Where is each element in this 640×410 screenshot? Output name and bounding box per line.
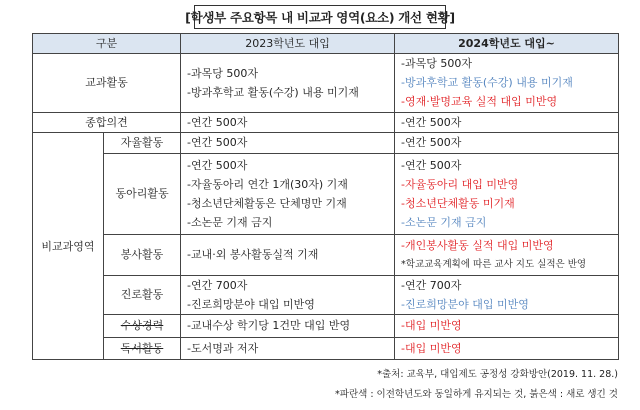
list-item: -청소년단체활동 미기재	[401, 196, 515, 210]
color-legend-footnote: *파란색 : 이전학년도와 동일하게 유지되는 것, 붉은색 : 새로 생긴 것	[335, 389, 618, 400]
cell-2024-bongsa	[395, 234, 619, 275]
row-label-gyogwa: 교과활동	[33, 54, 181, 113]
list-item: *학교교육계획에 따른 교사 지도 실적은 반영	[401, 258, 587, 270]
list-item: -방과후학교 활동(수강) 내용 미기재	[401, 76, 573, 90]
list-item: -연간 500자	[187, 158, 248, 172]
list-item: -개인봉사활동 실적 대입 미반영	[401, 238, 554, 252]
row-label-jinro: 진로활동	[104, 275, 181, 315]
list-item: -영재·발명교육 실적 대입 미반영	[401, 95, 558, 109]
cell-2023-gyogwa	[181, 54, 395, 113]
list-item: -자율동아리 연간 1개(30자) 기재	[187, 177, 348, 191]
row-label-dokseo: 독서활동	[104, 337, 181, 359]
list-item: -교내수상 학기당 1건만 대입 반영	[187, 319, 351, 333]
cell-2023-jayul	[181, 133, 395, 153]
header-row	[33, 34, 619, 54]
row-label-bongsa: 봉사활동	[104, 234, 181, 275]
list-item: -진로희망분야 대입 미반영	[187, 297, 315, 311]
table-row	[33, 112, 619, 132]
cell-2023-dongari	[181, 153, 395, 234]
cell-2024-jinro	[395, 275, 619, 315]
cell-2024-dokseo	[395, 337, 619, 359]
row-label-jonghap: 종합의견	[33, 112, 181, 132]
list-item: -연간 500자	[401, 136, 462, 150]
cell-2024-dongari	[395, 153, 619, 234]
table-row	[33, 234, 619, 275]
table-row	[33, 133, 619, 153]
list-item: -과목당 500자	[401, 57, 472, 71]
cell-2023-dokseo	[181, 337, 395, 359]
list-item: -자율동아리 대입 미반영	[401, 177, 519, 191]
list-item: -진로희망분야 대입 미반영	[401, 297, 529, 311]
cell-2024-jayul	[395, 133, 619, 153]
list-item: -대입 미반영	[401, 319, 462, 333]
list-item: -도서명과 저자	[187, 341, 259, 355]
cell-2023-bongsa	[181, 234, 395, 275]
cell-2024-jonghap	[395, 112, 619, 132]
row-label-dongari: 동아리활동	[104, 153, 181, 234]
table-row	[33, 315, 619, 337]
header-category: 구분	[33, 34, 181, 54]
list-item: -소논문 기재 금지	[187, 215, 273, 229]
table-row	[33, 275, 619, 315]
cell-2023-jonghap	[181, 112, 395, 132]
row-label-bigyogwa: 비교과영역	[33, 133, 104, 360]
source-footnote: *출처: 교육부, 대입제도 공정성 강화방안(2019. 11. 28.)	[377, 369, 618, 380]
list-item: -과목당 500자	[187, 66, 258, 80]
cell-2024-gyogwa	[395, 54, 619, 113]
cell-2023-jinro	[181, 275, 395, 315]
list-item: -연간 500자	[401, 158, 462, 172]
list-item: -연간 700자	[187, 278, 248, 292]
header-2024: 2024학년도 대입~	[395, 34, 619, 54]
row-label-susang: 수상경력	[104, 315, 181, 337]
list-item: -방과후학교 활동(수강) 내용 미기재	[187, 85, 359, 99]
list-item: -연간 500자	[187, 136, 248, 150]
header-2023: 2023학년도 대입	[181, 34, 395, 54]
cell-2023-susang	[181, 315, 395, 337]
row-label-jayul: 자율활동	[104, 133, 181, 153]
table-row	[33, 54, 619, 113]
table-title: [학생부 주요항목 내 비교과 영역(요소) 개선 현황]	[194, 5, 446, 29]
table-row	[33, 153, 619, 234]
list-item: -대입 미반영	[401, 341, 462, 355]
list-item: -교내·외 봉사활동실적 기재	[187, 248, 319, 262]
list-item: -연간 500자	[401, 116, 462, 130]
comparison-table	[32, 33, 619, 360]
table-row	[33, 337, 619, 359]
cell-2024-susang	[395, 315, 619, 337]
list-item: -소논문 기재 금지	[401, 215, 487, 229]
list-item: -연간 700자	[401, 278, 462, 292]
list-item: -연간 500자	[187, 116, 248, 130]
list-item: -청소년단체활동은 단체명만 기재	[187, 196, 347, 210]
